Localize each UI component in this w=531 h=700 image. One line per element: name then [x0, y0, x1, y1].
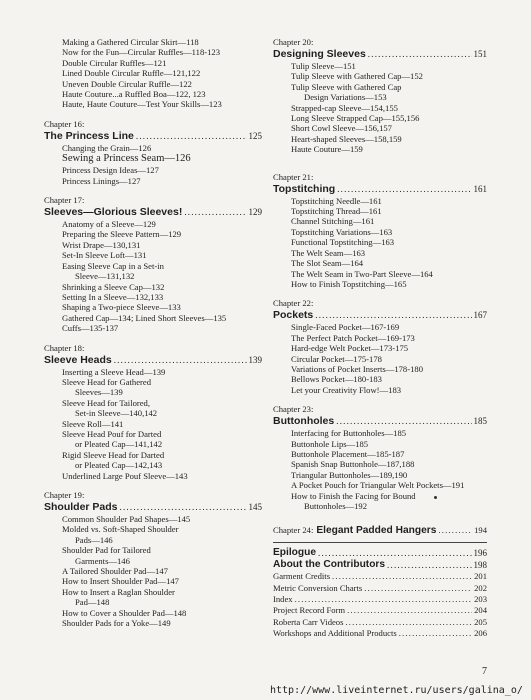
chapter-title-text: Designing Sleeves [273, 48, 366, 60]
dot-leader [438, 524, 472, 536]
toc-entry: Buttonhole Placement—185-187 [291, 448, 405, 459]
toc-entry: Inserting a Sleeve Head—139 [62, 366, 166, 377]
toc-entry: How to Finish Topstitching—165 [291, 278, 407, 289]
chapter-title-text: Elegant Padded Hangers [316, 525, 437, 537]
watermark-url: http://www.liveinternet.ru/users/galina_o/ [270, 685, 523, 696]
chapter-label: Chapter 23: [273, 404, 314, 415]
dot-leader [295, 594, 473, 605]
toc-entry: Double Circular Ruffles—121 [62, 57, 167, 68]
toc-entry: Lined Double Circular Ruffle—121,122 [62, 68, 201, 79]
toc-entry-continued: or Pleated Cap—142,143 [75, 460, 163, 471]
back-matter-entry [273, 628, 487, 639]
chapter-page: 139 [248, 354, 262, 365]
toc-entry: Haute, Haute Couture—Test Your Skills—123 [62, 99, 222, 110]
toc-entry: Shaping a Two-piece Sleeve—133 [62, 302, 181, 313]
entry-page: 206 [474, 627, 487, 638]
toc-entry: Shoulder Pads for a Yoke—149 [62, 618, 171, 629]
chapter-page: 194 [474, 525, 487, 536]
chapter-title-text: Sleeves—Glorious Sleeves! [44, 206, 183, 219]
back-matter-entry [273, 605, 487, 616]
toc-entry: Bellows Pocket—180-183 [291, 374, 382, 385]
toc-entry: Changing the Grain—126 [62, 142, 152, 153]
toc-entry: A Tailored Shoulder Pad—147 [62, 566, 168, 577]
toc-entry: Haute Couture...a Ruffled Boa—122, 123 [62, 89, 206, 100]
toc-entry: Tulip Sleeve with Gathered Cap—152 [291, 71, 423, 82]
divider [273, 542, 487, 543]
toc-entry: Short Cowl Sleeve—156,157 [291, 123, 392, 134]
toc-entry: Anatomy of a Sleeve—129 [62, 219, 156, 230]
dot-leader [120, 501, 247, 514]
entry-page: 203 [474, 594, 487, 604]
chapter-page: 125 [248, 130, 262, 141]
toc-entry: Tulip Sleeve with Gathered Cap [291, 81, 402, 92]
entry-title: Workshops and Additional Products [273, 627, 397, 638]
toc-entry: The Welt Seam—163 [291, 247, 366, 258]
entry-page: 204 [474, 605, 487, 616]
chapter-label: Chapter 19: [44, 490, 85, 500]
dot-leader [399, 628, 472, 639]
toc-entry: Now for the Fun—Circular Ruffles—118-123 [62, 47, 221, 58]
chapter-title [44, 354, 262, 367]
toc-entry: Heart-shaped Sleeves—158,159 [291, 133, 402, 144]
chapter-title [273, 415, 487, 428]
entry-page: 205 [474, 616, 487, 627]
toc-entry: Uneven Double Circular Ruffle—122 [62, 78, 192, 89]
toc-entry: Sleeve Roll—141 [62, 418, 124, 429]
dot-leader [347, 605, 472, 616]
toc-entry-continued: Sleeve—131,132 [75, 271, 135, 282]
back-matter-entry [273, 617, 487, 628]
chapter-title-text: Sleeve Heads [44, 353, 112, 366]
toc-entry: Sleeve Head for Gathered [62, 376, 151, 387]
toc-entry: How to Cover a Shoulder Pad—148 [62, 607, 187, 618]
chapter-title [44, 501, 262, 514]
chapter-title [273, 309, 487, 322]
toc-entry: Princess Linings—127 [62, 175, 141, 186]
page-number: 7 [482, 666, 487, 677]
dot-leader [345, 617, 472, 628]
toc-entry: Underlined Large Pouf Sleeve—143 [62, 470, 188, 481]
chapter-title-text: Topstitching [273, 182, 336, 195]
toc-entry: Sewing a Princess Seam—126 [62, 153, 191, 165]
toc-entry: Haute Couture—159 [291, 144, 363, 155]
toc-entry: Spanish Snap Buttonhole—187,188 [291, 459, 415, 470]
toc-entry: Shrinking a Sleeve Cap—132 [62, 281, 165, 292]
chapter-label: Chapter 16: [44, 118, 85, 129]
dot-leader [315, 309, 471, 322]
chapter-label: Chapter 22: [273, 298, 314, 309]
chapter-label: Chapter 17: [44, 195, 85, 206]
toc-entry-continued: Pad—148 [75, 597, 110, 608]
back-matter-entry [273, 583, 487, 594]
toc-entry: Set-In Sleeve Loft—131 [62, 250, 147, 261]
dot-leader [364, 583, 472, 594]
dot-leader [387, 559, 471, 571]
toc-entry: Hard-edge Welt Pocket—173-175 [291, 343, 409, 354]
toc-entry: A Pocket Pouch for Triangular Welt Pockets—191 [291, 480, 465, 491]
toc-entry: Buttonhole Lips—185 [291, 438, 369, 449]
chapter-title-text: Pockets [273, 309, 314, 322]
chapter-page: 151 [473, 49, 487, 59]
toc-entry: Rigid Sleeve Head for Darted [62, 449, 165, 460]
toc-entry: Easing Sleeve Cap in a Set-in [62, 260, 164, 271]
entry-page: 198 [473, 560, 487, 571]
dot-leader [184, 206, 246, 219]
toc-entry: How to Insert Shoulder Pad—147 [62, 576, 179, 587]
dot-leader [337, 183, 471, 196]
toc-entry: Topstitching Thread—161 [291, 206, 382, 217]
stray-mark [434, 496, 437, 499]
toc-entry: Strapped-cap Sleeve—154,155 [291, 102, 398, 113]
toc-entry: Let your Creativity Flow!—183 [291, 384, 402, 395]
toc-entry: Interfacing for Buttonholes—185 [291, 428, 407, 439]
entry-page: 201 [474, 571, 487, 582]
toc-right-column [273, 37, 487, 639]
toc-entry-continued: Design Variations—153 [304, 92, 387, 103]
back-matter-entry [273, 594, 487, 605]
back-matter-entry [273, 547, 487, 559]
toc-entry: Sleeve Head for Tailored, [62, 397, 151, 408]
toc-entry: Single-Faced Pocket—167-169 [291, 322, 400, 333]
toc-entry: Princess Design Ideas—127 [62, 165, 159, 176]
toc-entry: Making a Gathered Circular Skirt—118 [62, 37, 199, 47]
entry-title: Metric Conversion Charts [273, 582, 363, 593]
chapter-label: Chapter 20: [273, 37, 314, 47]
dot-leader [332, 571, 472, 582]
chapter-page: 185 [473, 416, 487, 427]
toc-entry: Molded vs. Soft-Shaped Shoulder [62, 524, 179, 535]
toc-left-column [44, 37, 262, 628]
chapter-title-text: Shoulder Pads [44, 501, 118, 513]
toc-entry-continued: Sleeves—139 [75, 387, 123, 398]
back-matter-entry [273, 571, 487, 582]
chapter-label: Chapter 18: [44, 342, 85, 353]
toc-entry: Topstitching Variations—163 [291, 226, 393, 237]
toc-entry: Triangular Buttonholes—189,190 [291, 469, 408, 480]
toc-entry-continued: Pads—146 [75, 534, 113, 545]
toc-entry: Preparing the Sleeve Pattern—129 [62, 229, 182, 240]
toc-entry: Wrist Drape—130,131 [62, 239, 141, 250]
dot-leader [336, 415, 471, 428]
entry-title: Roberta Carr Videos [273, 616, 344, 627]
toc-entry-continued: Garments—146 [75, 555, 130, 566]
entry-title: Index [273, 594, 293, 604]
toc-entry: Cuffs—135-137 [62, 323, 119, 334]
chapter-label: Chapter 24: [273, 525, 314, 536]
toc-entry: How to Finish the Facing for Bound [291, 490, 416, 501]
toc-entry-continued: Buttonholes—192 [304, 501, 368, 511]
toc-entry: Setting In a Sleeve—132,133 [62, 291, 164, 302]
toc-entry: Sleeve Head Pouf for Darted [62, 428, 162, 439]
chapter-page: 161 [473, 183, 487, 194]
toc-entry: Gathered Cap—134; Lined Short Sleeves—135 [62, 312, 227, 323]
chapter-title [273, 524, 487, 537]
toc-entry: The Slot Seam—164 [291, 258, 364, 269]
entry-title: About the Contributors [273, 559, 386, 571]
back-matter-entry [273, 559, 487, 571]
toc-entry: Functional Topstitching—163 [291, 237, 395, 248]
chapter-label: Chapter 21: [273, 171, 314, 182]
entry-page: 202 [474, 582, 487, 593]
chapter-page: 145 [248, 502, 262, 512]
toc-entry-continued: Set-in Sleeve—140,142 [75, 408, 158, 419]
chapter-page: 129 [248, 207, 262, 218]
chapter-title [273, 48, 487, 61]
toc-entry: How to Insert a Raglan Shoulder [62, 586, 175, 597]
dot-leader [368, 48, 472, 61]
entry-page: 196 [473, 548, 487, 559]
entry-title: Garment Credits [273, 571, 331, 582]
chapter-title-text: Buttonholes [273, 415, 335, 428]
toc-entry: The Welt Seam in Two-Part Sleeve—164 [291, 268, 433, 279]
toc-entry: Variations of Pocket Inserts—178-180 [291, 363, 423, 374]
toc-entry: The Perfect Patch Pocket—169-173 [291, 332, 415, 343]
entry-title: Project Record Form [273, 605, 346, 616]
chapter-title [273, 183, 487, 196]
chapter-title [44, 130, 262, 143]
toc-entry: Shoulder Pad for Tailored [62, 545, 151, 556]
entry-title: Epilogue [273, 547, 317, 559]
toc-entry: Circular Pocket—175-178 [291, 353, 382, 364]
dot-leader [114, 354, 247, 367]
dot-leader [318, 547, 471, 559]
toc-entry: Tulip Sleeve—151 [291, 61, 356, 71]
chapter-title [44, 206, 262, 219]
toc-entry: Channel Stitching—161 [291, 216, 375, 227]
dot-leader [136, 130, 247, 143]
toc-entry: Common Shoulder Pad Shapes—145 [62, 514, 191, 524]
toc-entry: Topstitching Needle—161 [291, 195, 382, 206]
toc-entry: Long Sleeve Strapped Cap—155,156 [291, 113, 420, 124]
chapter-title-text: The Princess Line [44, 129, 134, 142]
chapter-page: 167 [473, 310, 487, 321]
toc-entry-continued: or Pleated Cap—141,142 [75, 439, 163, 450]
